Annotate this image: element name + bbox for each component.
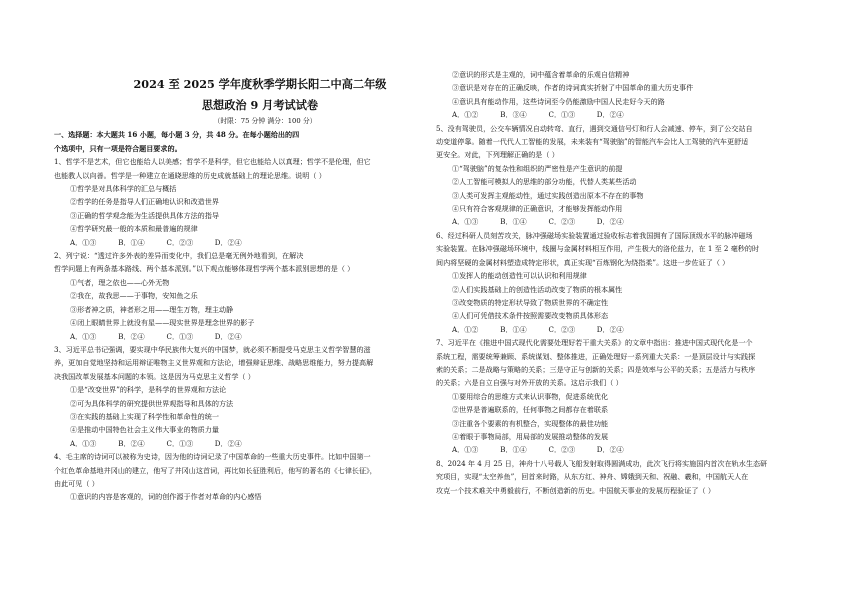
q3-line1: 3、习近平总书记强调，要实现中华民族伟大复兴的中国梦，就必须不断提受马克思主义哲学智慧的滋 <box>54 344 371 354</box>
q5-option3: ③人类可发挥主观能动性，通过实践创造出原本不存在的事物 <box>452 190 644 200</box>
q8-line2: 究项目，实现“太空养鱼”，回首来时路，从东方红、神舟、嫦娥到天和、祝融、羲和，中国航天人在 <box>436 472 749 482</box>
q8-line3: 攻克一个技术难关中勇毅前行，不断创造新的历史。中国航天事业的发展历程验证了（ ） <box>436 485 715 495</box>
q4-line1: 4、毛主席的诗词可以被称为史诗，因为他的诗词记录了中国革命的一些重大历史事件。比如中国第一 <box>54 452 371 462</box>
q3-choices <box>54 437 436 450</box>
q2-option3: ③形者神之质，神者形之用——理生万物，理主动静 <box>70 304 234 314</box>
choice-c: C．①③ <box>548 110 576 120</box>
q5-line3: 更安全。对此，下列理解正确的是（ ） <box>436 150 559 160</box>
q1-line2: 也能教人以向善。哲学是一种建立在通晓思维的历史成就基础上的理论思维。说明（ ） <box>54 170 326 180</box>
q3-option4: ④是推动中国特色社会主义伟大事业的物质力量 <box>70 425 219 435</box>
choice-d: D．②④ <box>214 438 242 448</box>
q2-option2: ②我在，故我思——于事物，安知鱼之乐 <box>70 291 198 301</box>
choice-a: A．①② <box>452 324 479 334</box>
choice-a: A．①② <box>452 110 479 120</box>
choice-c: C．②③ <box>548 324 576 334</box>
choice-b: B．①④ <box>500 324 527 334</box>
q5-option1: ①“驾驶脑”的复杂性和组织的严密性是产生意识的前提 <box>452 163 623 173</box>
section1-heading-line1: 一、选择题：本大题共 16 小题，每小题 3 分，共 48 分。在每小题给出的四 <box>54 130 300 140</box>
exam-title-line1: 2024 至 2025 学年度秋季学期长阳二中高二年级 <box>133 77 387 91</box>
q5-line2: 动变道停靠。随着一代代人工智能的发展，未来装有“驾驶脑”的智能汽车会比人工驾驶的汽车更舒适 <box>436 137 749 147</box>
q8-line1: 8、2024 年 4 月 25 日，神舟十八号载人飞船发射取得圆满成功，此次飞行将实施国内首次在轨水生态研 <box>436 458 768 468</box>
choice-a: A．①③ <box>452 217 479 227</box>
choice-c: C．①③ <box>166 331 194 341</box>
q7-option2: ②世界是普遍联系的，任何事物之间都存在着联系 <box>452 405 609 415</box>
q4-line3: 由此可见（ ） <box>54 478 99 488</box>
choice-d: D．②④ <box>214 237 242 247</box>
q2-option4: ④闭上眼睛世界上就没有星——现实世界是理念世界的影子 <box>70 318 255 328</box>
choice-b: B．③④ <box>500 110 527 120</box>
choice-b: B．①④ <box>500 217 527 227</box>
q4-option2: ②意识的形式是主观的，词中蕴含着革命的乐观自信精神 <box>452 70 630 79</box>
q3-option1: ①是“改变世界”的科学，是科学的世界观和方法论 <box>70 385 227 395</box>
choice-a: A．①③ <box>70 237 97 247</box>
exam-title-line2: 思想政治 9 月考试试卷 <box>201 98 319 112</box>
choice-b: B．②④ <box>118 331 145 341</box>
q3-line2: 养，更加自觉地坚持和运用辩证唯物主义世界观和方法论，增强辩证思维、战略思维能力，努力提高解 <box>54 358 374 368</box>
choice-a: A．①③ <box>70 438 97 448</box>
q7-line3: 索的关系；二是战略与策略的关系；三是守正与创新的关系；四是效率与公平的关系；五是活力与秩序 <box>436 364 756 374</box>
q4-line2: 个红色革命基地井冈山的建立，他写了井冈山这首词，再比如长征胜利后，他写的著名的《七律长征》， <box>54 465 377 475</box>
q2-line2: 哲学问题上有两条基本路线、两个基本派别。”以下观点能够体现哲学两个基本派别思想的是（ ） <box>54 264 355 274</box>
q6-line1: 6、经过科研人员刻苦攻关，脉冲强磁场实验装置通过验收标志着我国拥有了国际顶级水平的脉冲磁场 <box>436 230 753 240</box>
choice-d: D．②④ <box>596 110 624 120</box>
q1-option4: ④哲学研究最一般的本质和最普遍的规律 <box>70 224 198 234</box>
q5-option4: ④只有符合客观规律的正确意识，才能够发挥能动作用 <box>452 204 623 214</box>
q6-line3: 间内将坚硬的金属材料塑造成特定形状，真正实现“百炼钢化为绕指柔”。这进一步佐证了（ ） <box>436 257 730 267</box>
q6-choices <box>436 323 818 336</box>
q4-option4: ④意识具有能动作用，这些诗词至今仍能激励中国人民走好今天的路 <box>452 96 665 106</box>
left-column <box>54 0 436 504</box>
choice-c: C．②③ <box>548 445 576 455</box>
choice-d: D．②④ <box>596 324 624 334</box>
choice-b: B．②④ <box>118 438 145 448</box>
choice-a: A．①③ <box>452 445 479 455</box>
q7-option3: ③注重各个要素的有机整合，实现整体的最佳功能 <box>452 418 609 428</box>
q4-option1: ①意识的内容是客观的，词的创作源于作者对革命的内心感悟 <box>70 492 262 502</box>
choice-d: D．②④ <box>596 217 624 227</box>
choice-c: C．①③ <box>166 438 194 448</box>
q3-option2: ②可为具体科学的研究提供世界观指导和具体的方法 <box>70 398 234 408</box>
q1-option2: ②哲学的任务是指导人们正确地认识和改造世界 <box>70 197 219 207</box>
q3-line3: 决我国改革发展基本问题的本领。这是因为马克思主义哲学（ ） <box>54 371 255 381</box>
choice-c: C．②③ <box>548 217 576 227</box>
q7-choices <box>436 443 818 456</box>
q5-option2: ②人工智能可模拟人的思维的部分功能，代替人类某些活动 <box>452 177 637 187</box>
q7-line4: 的关系；六是自立自强与对外开放的关系。这启示我们（ ） <box>436 378 623 388</box>
q1-option1: ①哲学是对具体科学的汇总与概括 <box>70 184 177 194</box>
q1-line1: 1、哲学不是艺术，但它也能给人以美感；哲学不是科学，但它也能给人以真理；哲学不是伦理，但它 <box>54 157 371 167</box>
q7-line2: 系统工程，需要统筹兼顾、系统谋划、整体推进，正确处理好一系列重大关系：一是顶层设计与实践探 <box>436 351 756 361</box>
choice-d: D．②④ <box>214 331 242 341</box>
q1-choices <box>54 236 436 249</box>
choice-d: D．②④ <box>596 445 624 455</box>
q5-line1: 5、没有驾驶员，公交车辆情况自动转弯、直行，遇到交通信号灯和行人会减速、停车，到了公交站自 <box>436 123 753 133</box>
q1-option3: ③正确的哲学观念能为生活提供具体方法的指导 <box>70 210 219 220</box>
choice-c: C．②③ <box>166 237 194 247</box>
q5-choices <box>436 215 818 228</box>
q2-option1: ①气者，理之依也——心外无物 <box>70 277 170 287</box>
q7-option1: ①要用综合的思维方式来认识事物，促进系统优化 <box>452 391 609 401</box>
right-column <box>436 68 818 497</box>
q4-choices <box>436 108 818 121</box>
q7-option4: ④着眼于事物局部，用局部的发展推动整体的发展 <box>452 431 609 441</box>
q6-option1: ①发挥人的能动创造性可以认识和利用规律 <box>452 271 587 281</box>
q3-option3: ③在实践的基础上实现了科学性和革命性的统一 <box>70 411 219 421</box>
exam-meta: （时限：75 分钟 满分：100 分） <box>213 117 317 125</box>
q2-line1: 2、列宁说：“透过许多外表的差异而变化中，我们总是毫无例外地看到，在解决 <box>54 251 304 261</box>
choice-b: B．①④ <box>500 445 527 455</box>
choice-b: B．①④ <box>118 237 145 247</box>
q4-option3: ③意识是对存在的正确反映，作者的诗词真实折射了中国革命的重大历史事件 <box>452 83 694 93</box>
section1-heading-line2: 个选项中，只有一项是符合题目要求的。 <box>54 143 182 153</box>
q2-choices <box>54 330 436 343</box>
q7-line1: 7、习近平在《推进中国式现代化需要处理好若干重大关系》的文章中指出：推进中国式现代化是一个 <box>436 338 753 348</box>
q6-option3: ③改变物质的特定形状导致了物质世界的不确定性 <box>452 297 609 307</box>
q6-line2: 实验装置。在脉冲强磁场环境中，线圈与金属材料相互作用，产生极大的洛伦兹力，在 1 至 2 毫秒的时 <box>436 244 760 254</box>
choice-a: A．①③ <box>70 331 97 341</box>
q6-option4: ④人们可凭借技术条件按照需要改变物质具体形态 <box>452 311 609 321</box>
q6-option2: ②人们实践基础上的创造性活动改变了物质的根本属性 <box>452 284 623 294</box>
